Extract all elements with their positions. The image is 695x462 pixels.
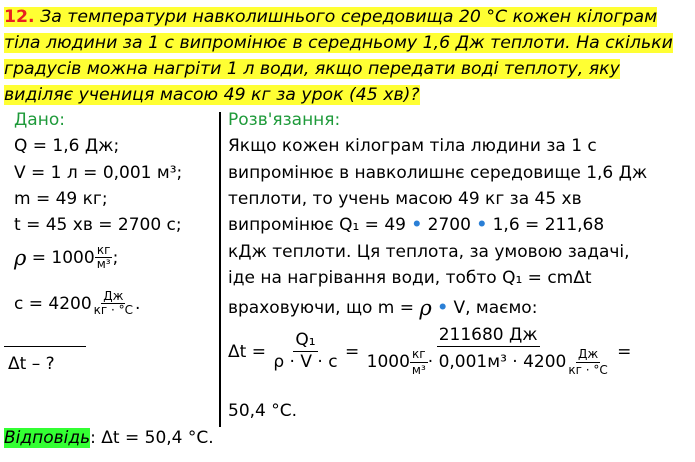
solution-title: Розв'язання: — [228, 110, 341, 130]
solution-line-2: випромінює в навколишнє середовище 1,6 Дж — [228, 163, 648, 183]
solution-result: 50,4 °С. — [228, 401, 298, 421]
answer-label: Відповідь — [4, 428, 91, 448]
rho-symbol: ρ — [14, 245, 27, 270]
given-find: Δt – ? — [8, 354, 55, 374]
solution-line-1: Якщо кожен кілограм тіла людини за 1 с — [228, 136, 597, 156]
rho-unit: $\frac{кг}{\text{м³}}$ — [96, 243, 111, 272]
density-unit: $\frac{кг}{\text{м³}}$ — [411, 347, 426, 378]
given-q: Q = 1,6 Дж; — [14, 136, 120, 156]
answer-text: : Δt = 50,4 °С. — [90, 428, 214, 448]
multiply-dot: • — [476, 215, 488, 235]
solution-line-3: теплоти, то учень масою 49 кг за 45 хв — [228, 189, 582, 209]
given-separator — [4, 346, 86, 347]
problem-number: 12. — [4, 7, 35, 27]
formula-fraction-1: $\frac{\text{Q₁}}{\rho \cdot V \cdot c}$ — [273, 329, 338, 373]
given-title: Дано: — [14, 110, 65, 130]
answer — [4, 428, 214, 448]
rho-symbol: ρ — [419, 296, 432, 320]
multiply-dot: • — [437, 298, 449, 318]
divider-vertical — [219, 112, 221, 427]
c-unit: $\frac{Дж}{кг \cdot ^\circ С}$ — [93, 289, 134, 318]
given-m: m = 49 кг; — [14, 189, 108, 209]
given-c: c = 4200 $\frac{Дж}{кг \cdot ^\circ С}$ . — [14, 289, 141, 318]
problem-statement — [4, 4, 690, 108]
given-rho: ρ = 1000 $\frac{кг}{\text{м³}}$ ; — [14, 243, 119, 272]
solution-line-7: враховуючи, що m = ρ • V, маємо: — [228, 296, 538, 320]
solution-line-4: випромінює Q₁ = 49 • 2700 • 1,6 = 211,68 — [228, 215, 605, 235]
solution-line-6: іде на нагрівання води, тобто Q₁ = cmΔt — [228, 268, 592, 288]
main-formula: Δt = $\frac{\text{Q₁}}{\rho \cdot V \cdot c}$ = 211680 Дж 1000 $\frac{кг}{\text{м³}}$ · 0,001м³ · 4200 $\frac{Дж}{кг \cdot ^\circ С}$ = — [228, 325, 632, 378]
heat-capacity-unit: $\frac{Дж}{кг \cdot ^\circ С}$ — [568, 347, 608, 378]
formula-fraction-2: 211680 Дж 1000 $\frac{кг}{\text{м³}}$ · 0,001м³ · 4200 $\frac{Дж}{кг \cdot ^\circ С}$ — [366, 325, 608, 378]
problem-text: За температури навколишнього середовища 20 °С кожен кілограм тіла людини за 1 с випромінює в середньому 1,6 Дж теплоти. На скільки градусів можна нагріти 1 л води, якщо передати воді теплоту, яку виділяє учениця масою 49 кг за урок (45 хв)? — [4, 7, 673, 105]
solution-line-5: кДж теплоти. Ця теплота, за умовою задачі, — [228, 242, 630, 262]
multiply-dot: • — [411, 215, 423, 235]
given-v: V = 1 л = 0,001 м³; — [14, 163, 183, 183]
given-t: t = 45 хв = 2700 с; — [14, 215, 182, 235]
